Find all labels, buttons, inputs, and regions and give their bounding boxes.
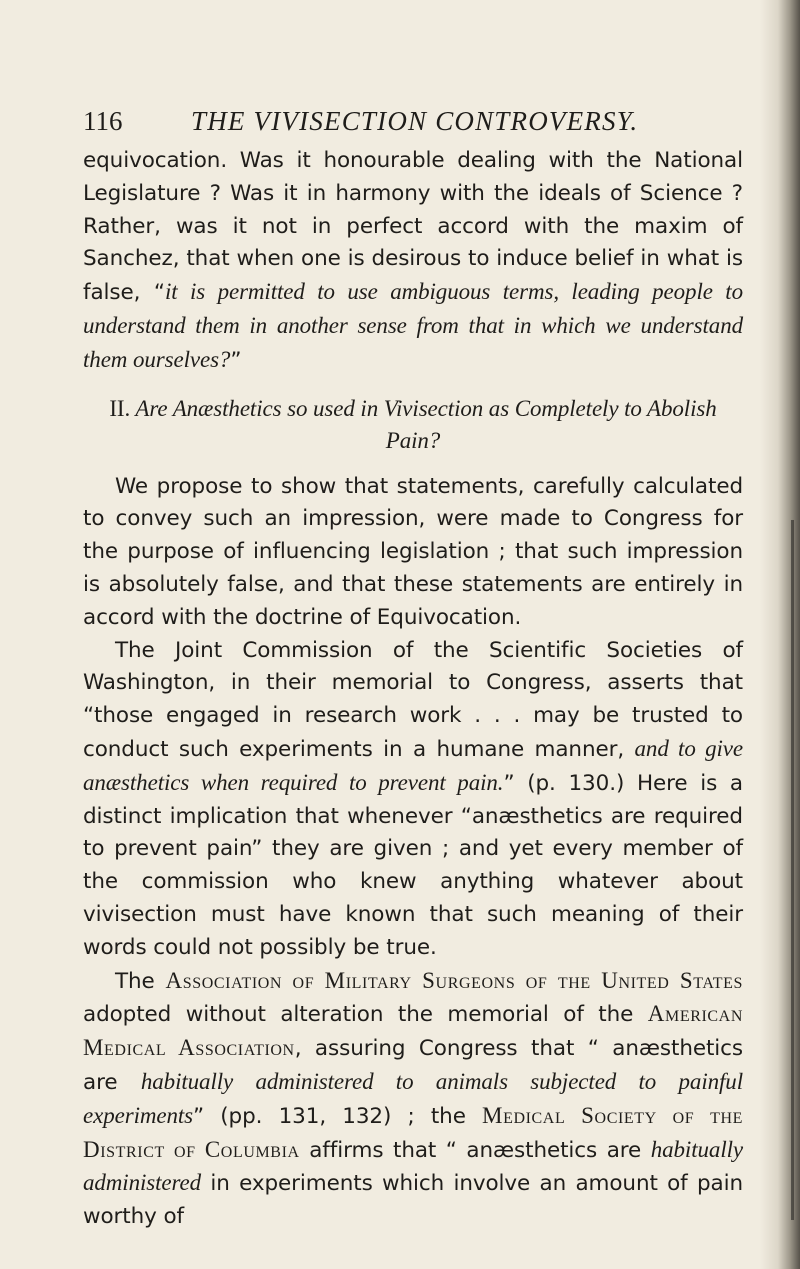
paragraph-text: ” (p. 130.) Here is a distinct implication that whenever “anæsthetics are required to prevent pain” they are given ; and yet every member of the commission who knew anything whatever about vivisection must have known that such meaning of their words could not possibly be true. <box>83 770 743 960</box>
section-title: Are Anæsthetics so used in Vivisection as Completely to Abolish Pain? <box>135 395 717 453</box>
section-heading <box>83 393 743 457</box>
paragraph-propose: We propose to show that statements, carefully calculated to convey such an impression, were made to Congress for the purpose of influencing legislation ; that such impression is absolutely false, and that these statements are entirely in accord with the doctrine of Equivocation. <box>83 473 743 630</box>
paragraph-text: The Joint Commission of the Scientific Societies of Washington, in their memorial to Congress, asserts that “those engaged in research work . . . may be trusted to conduct such experiments in a humane manner, <box>83 637 743 762</box>
sanchez-maxim-quote: it is permitted to use ambiguous terms, leading people to understand them in another sense from that in which we understand them ourselves? <box>83 279 743 372</box>
paragraph-text: , assuring Congress that “ anæsthetics are <box>83 1036 743 1095</box>
running-title: THE VIVISECTION CONTROVERSY. <box>191 106 639 136</box>
org-medical-society-dc: Medical Society of the District of Columbia <box>83 1102 743 1162</box>
commission-quote: and to give anæsthetics when required to prevent pain. <box>83 735 743 795</box>
ama-quote: habitually administered to animals subjected to painful experiments <box>83 1068 743 1128</box>
paragraph-equivocation <box>83 145 743 378</box>
running-head <box>83 104 743 138</box>
paragraph-text: equivocation. Was it honourable dealing with the National Legislature ? Was it in harmony with the ideals of Science ? Rather, was it not in perfect accord with the maxim of Sanchez, that when one is desirous to induce belief in what is false, “ <box>83 148 743 306</box>
paragraph-text: The <box>115 968 166 994</box>
paragraph-text: adopted without alteration the memorial of the <box>83 1002 648 1028</box>
paragraph-text: ” (pp. 131, 132) ; the <box>193 1103 483 1129</box>
paragraph-text: ” <box>230 347 242 373</box>
medical-society-quote: habitually administered <box>83 1136 744 1196</box>
paragraph-association <box>83 965 743 1234</box>
org-military-surgeons: Association of Military Surgeons of the United States <box>165 967 743 993</box>
page-number: 116 <box>83 106 123 136</box>
paragraph-joint-commission <box>83 635 743 965</box>
page-edge-shadow <box>760 0 800 1269</box>
paragraph-text: affirms that “ anæsthetics are <box>299 1137 651 1163</box>
org-american-medical-association: American Medical Association <box>83 1001 743 1061</box>
section-number: II. <box>109 395 131 421</box>
body-text <box>83 145 743 1234</box>
paragraph-text: in experiments which involve an amount of pain worthy of <box>83 1171 743 1230</box>
